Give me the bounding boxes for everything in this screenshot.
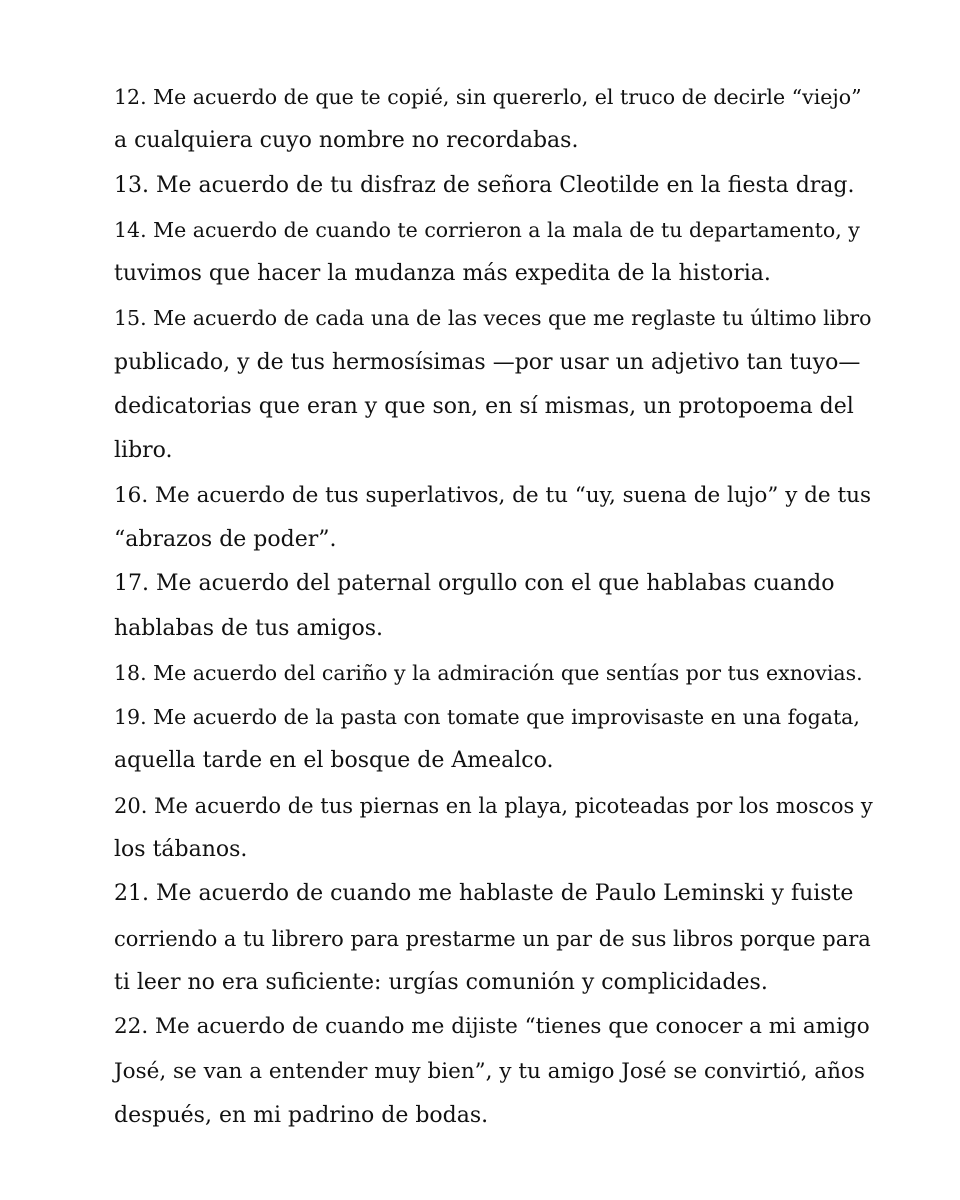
text-line: José, se van a entender muy bien”, y tu amigo José se convirtió, años <box>114 1058 865 1084</box>
text-line: 21. Me acuerdo de cuando me hablaste de Paulo Leminski y fuiste <box>114 881 854 907</box>
text-line: 14. Me acuerdo de cuando te corrieron a la mala de tu departamento, y <box>114 217 860 242</box>
text-line: los tábanos. <box>114 837 248 863</box>
text-line: aquella tarde en el bosque de Amealco. <box>114 748 554 774</box>
text-line: 20. Me acuerdo de tus piernas en la playa, picoteadas por los moscos y <box>114 793 873 818</box>
text-line: 12. Me acuerdo de que te copié, sin quererlo, el truco de decirle “viejo” <box>114 85 862 109</box>
text-line: dedicatorias que eran y que son, en sí mismas, un protopoema del <box>114 394 854 420</box>
text-line: 15. Me acuerdo de cada una de las veces que me reglaste tu último libro <box>114 306 872 331</box>
text-line: hablabas de tus amigos. <box>114 615 384 641</box>
text-line: ti leer no era suficiente: urgías comunión y complicidades. <box>114 969 768 995</box>
text-line: 17. Me acuerdo del paternal orgullo con el que hablabas cuando <box>114 571 835 597</box>
text-line: “abrazos de poder”. <box>114 526 337 552</box>
text-line: después, en mi padrino de bodas. <box>114 1102 489 1128</box>
text-line: libro. <box>114 438 173 464</box>
text-line: corriendo a tu librero para prestarme un par de sus libros porque para <box>114 926 871 951</box>
text-line: 16. Me acuerdo de tus superlativos, de tu “uy, suena de lujo” y de tus <box>114 482 872 508</box>
document-text <box>114 75 874 1138</box>
text-line: 22. Me acuerdo de cuando me dijiste “tienes que conocer a mi amigo <box>114 1014 870 1040</box>
text-line: 18. Me acuerdo del cariño y la admiración que sentías por tus exnovias. <box>114 660 863 685</box>
text-line: 13. Me acuerdo de tu disfraz de señora Cleotilde en la fiesta drag. <box>114 172 855 198</box>
text-line: 19. Me acuerdo de la pasta con tomate que improvisaste en una fogata, <box>114 705 860 730</box>
text-line: publicado, y de tus hermosísimas —por usar un adjetivo tan tuyo— <box>114 349 861 375</box>
text-line: tuvimos que hacer la mudanza más expedita de la historia. <box>114 261 771 287</box>
text-line: a cualquiera cuyo nombre no recordabas. <box>114 128 579 154</box>
